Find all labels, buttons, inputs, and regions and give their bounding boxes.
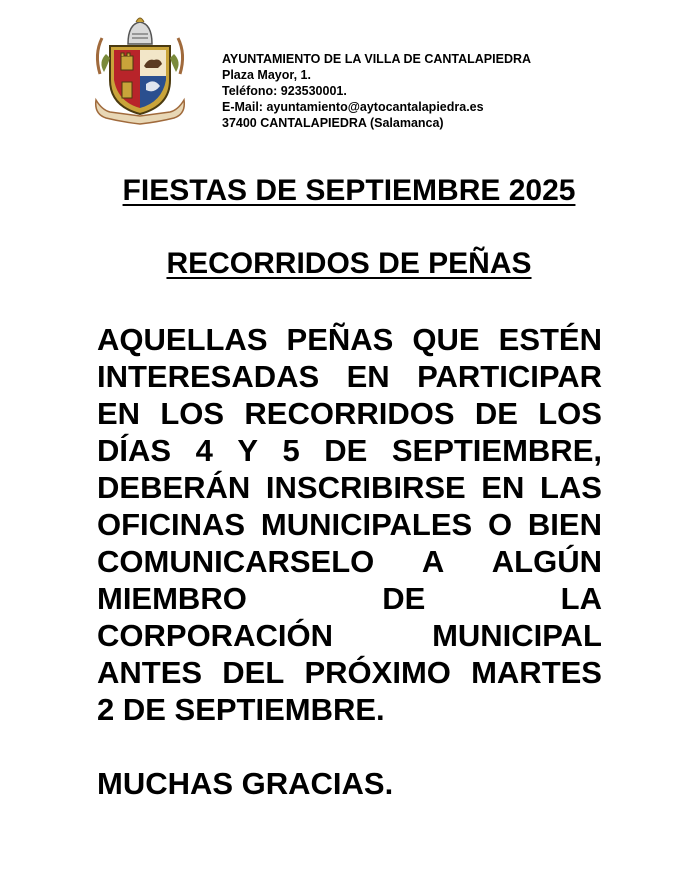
body-line [97,543,602,580]
body-word: OFICINAS [97,507,246,542]
body-word: LAS [539,470,602,505]
body-line [97,432,602,469]
body-word: DE [474,396,518,431]
body-line [97,654,602,691]
body-line [97,358,602,395]
body-word: PEÑAS [286,322,394,357]
notice-body [97,321,602,728]
body-word: PRÓXIMO [304,655,451,690]
council-email: E-Mail: ayuntamiento@aytocantalapiedra.es [222,100,484,114]
body-line [97,395,602,432]
closing-thanks: MUCHAS GRACIAS. [97,766,394,801]
letterhead [222,51,531,131]
body-word: DÍAS [97,433,172,468]
notice-subtitle: RECORRIDOS DE PEÑAS [166,247,532,280]
body-line [97,506,602,543]
body-word: RECORRIDOS [244,396,455,431]
council-phone: Teléfono: 923530001. [222,84,347,98]
body-word: DEBERÁN [97,470,251,505]
body-word: ALGÚN [491,544,602,579]
body-word: EN [97,396,141,431]
body-word: ANTES [97,655,203,690]
body-word: SEPTIEMBRE, [391,433,602,468]
body-line [97,691,602,728]
body-word: ESTÉN [498,322,602,357]
body-word: MUNICIPALES [260,507,473,542]
coat-of-arms-icon [92,14,188,132]
body-word: 2 DE SEPTIEMBRE. [97,692,385,727]
body-line [97,469,602,506]
body-word: PARTICIPAR [417,359,602,394]
council-name: AYUNTAMIENTO DE LA VILLA DE CANTALAPIEDRA [222,52,532,66]
council-postal-code: 37400 CANTALAPIEDRA (Salamanca) [222,116,444,130]
body-line [97,617,602,654]
body-word: O [487,507,513,542]
body-word: MARTES [471,655,602,690]
body-word: INTERESADAS [97,359,320,394]
body-word: 4 [195,433,213,468]
body-word: Y [237,433,259,468]
body-word: COMUNICARSELO [97,544,375,579]
body-word: A [421,544,445,579]
body-word: LOS [538,396,602,431]
body-word: EN [481,470,525,505]
body-word: AQUELLAS [97,322,268,357]
body-word: DEL [222,655,285,690]
body-word: INSCRIBIRSE [265,470,466,505]
body-word: EN [346,359,390,394]
body-word: DE [382,581,426,616]
body-word: 5 [282,433,300,468]
notice-title: FIESTAS DE SEPTIEMBRE 2025 [122,174,576,207]
body-word: BIEN [527,507,602,542]
body-line [97,580,602,617]
body-word: LOS [160,396,225,431]
body-word: CORPORACIÓN [97,618,333,653]
body-word: QUE [412,322,480,357]
body-word: MUNICIPAL [432,618,602,653]
body-word: LA [560,581,602,616]
body-word: MIEMBRO [97,581,247,616]
council-address: Plaza Mayor, 1. [222,68,311,82]
body-line [97,321,602,358]
body-word: DE [324,433,368,468]
